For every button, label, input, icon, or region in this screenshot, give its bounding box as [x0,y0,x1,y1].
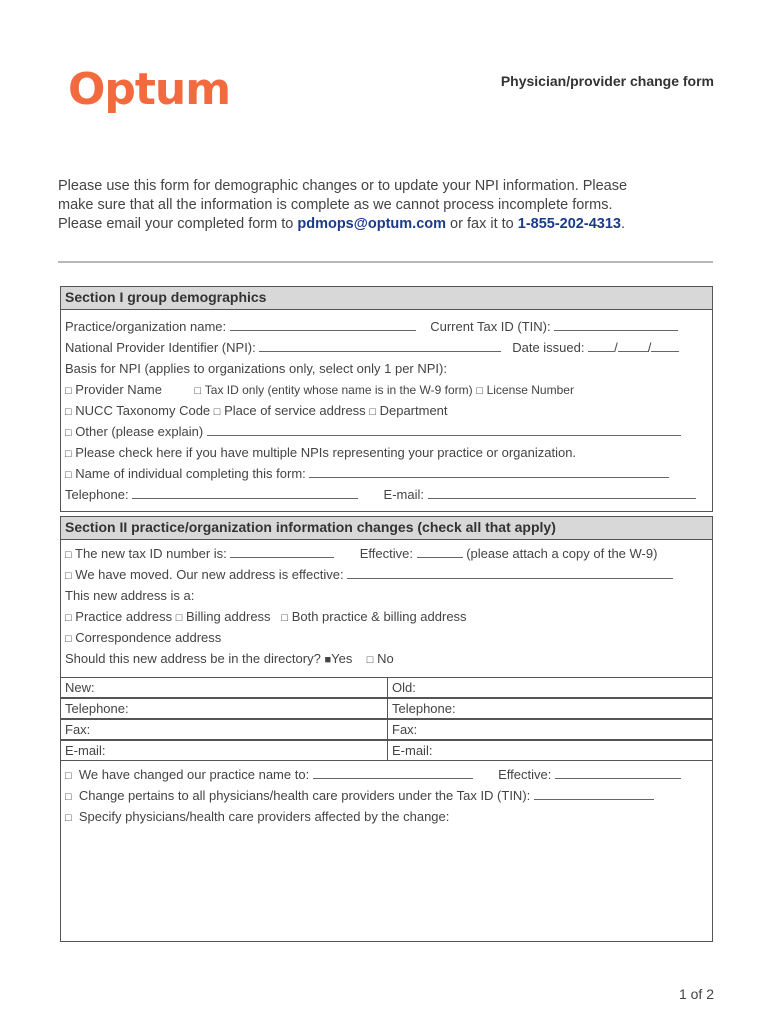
email-link[interactable]: pdmops@optum.com [297,216,447,232]
section-1-title: Section I group demographics [61,287,712,310]
section-2-title: Section II practice/organization information changes (check all that apply) [61,517,712,540]
effective-label: Effective: [359,546,413,561]
moved-effective-field[interactable] [347,567,673,579]
grid-old-label: Old: [392,680,416,695]
email-label: E-mail: [383,487,424,502]
intro-line-1: Please use this form for demographic changes or to update your NPI information. Please [58,178,628,194]
practice-name-field[interactable] [230,319,416,331]
new-address-is-label: This new address is a: [65,588,195,603]
checkbox-moved[interactable]: □ [65,570,72,582]
telephone-field[interactable] [132,487,358,499]
npi-row: National Provider Identifier (NPI): Date issued: / / [65,340,679,355]
billing-address-label: Billing address [186,609,271,624]
name-change-row [65,767,681,782]
grid-old-cell[interactable] [387,677,713,698]
correspondence-label: Correspondence address [75,630,222,645]
contact-row [65,487,696,502]
effective-field[interactable] [417,546,463,558]
individual-name-row [65,466,669,481]
name-change-effective-field[interactable] [555,767,681,779]
intro-line-3c: . [620,216,625,232]
specify-row [65,809,449,824]
directory-question: Should this new address be in the directory? [65,651,321,666]
checkbox-no[interactable]: □ [366,654,374,666]
place-of-service-label: Place of service address [224,403,366,418]
divider [58,261,713,263]
section-1-box [60,286,713,512]
specify-label: Specify physicians/health care providers affected by the change: [78,809,450,824]
license-number-label: License Number [486,383,574,397]
grid-old-email-cell[interactable] [387,740,713,761]
tax-id-only-label: Tax ID only (entity whose name is in the W-9 form) [204,383,473,397]
grid-new-fax-cell[interactable] [60,719,388,740]
pertains-tin-field[interactable] [534,788,654,800]
checkbox-individual-name[interactable]: □ [65,469,72,481]
date-issued-label: Date issued: [512,340,585,355]
yes-label: Yes [331,651,353,666]
grid-new-email-cell[interactable] [60,740,388,761]
checkbox-billing-address[interactable]: □ [175,612,183,624]
checkbox-tax-id-only[interactable]: □ [194,385,202,397]
new-tax-id-row [65,546,657,561]
grid-new-fax-label: Fax: [65,722,91,737]
intro-line-3 [58,215,718,234]
name-change-field[interactable] [313,767,473,779]
date-day-field[interactable] [618,340,648,352]
checkbox-nucc[interactable]: □ [65,406,72,418]
other-row [65,424,681,439]
grid-old-fax-cell[interactable] [387,719,713,740]
grid-old-email-label: E-mail: [392,743,433,758]
practice-address-label: Practice address [75,609,173,624]
checkbox-new-tax-id[interactable]: □ [65,549,72,561]
current-tin-field[interactable] [554,319,678,331]
grid-new-telephone-cell[interactable] [60,698,388,719]
new-tax-id-field[interactable] [230,546,334,558]
checkbox-license-number[interactable]: □ [476,385,483,397]
grid-new-cell[interactable] [60,677,388,698]
taxonomy-row [65,403,448,418]
both-addresses-label: Both practice & billing address [291,609,467,624]
checkbox-specify[interactable]: □ [65,812,72,824]
checkbox-provider-name[interactable]: □ [65,385,72,397]
multiple-npis-row [65,445,576,460]
individual-name-field[interactable] [309,466,669,478]
checkbox-other[interactable]: □ [65,427,72,439]
nucc-label: NUCC Taxonomy Code [75,403,211,418]
telephone-label: Telephone: [65,487,129,502]
npi-label: National Provider Identifier (NPI): [65,340,256,355]
address-type-row [65,609,467,624]
grid-new-telephone-label: Telephone: [65,701,129,716]
checkbox-name-change[interactable]: □ [65,770,72,782]
intro-line-2: make sure that all the information is complete as we cannot process incomplete forms. [58,197,613,213]
name-change-effective-label: Effective: [498,767,552,782]
npi-field[interactable] [259,340,501,352]
new-tax-id-label: The new tax ID number is: [75,546,227,561]
fax-number: 1-855-202-4313 [517,216,621,232]
pertains-label: Change pertains to all physicians/health care providers under the Tax ID (TIN): [78,788,531,803]
no-label: No [377,651,394,666]
intro-line-3b: or fax it to [446,216,518,232]
directory-row [65,651,394,666]
current-tin-label: Current Tax ID (TIN): [430,319,551,334]
checkbox-yes-checked[interactable]: ■ [324,654,332,666]
other-field[interactable] [207,424,681,436]
individual-name-label: Name of individual completing this form: [75,466,306,481]
basis-options-row [65,382,574,397]
date-month-field[interactable] [588,340,614,352]
grid-old-telephone-label: Telephone: [392,701,456,716]
other-label: Other (please explain) [75,424,204,439]
checkbox-department[interactable]: □ [369,406,376,418]
multiple-npis-label: Please check here if you have multiple NPIs representing your practice or organization. [75,445,577,460]
name-change-label: We have changed our practice name to: [78,767,310,782]
grid-new-label: New: [65,680,95,695]
moved-row [65,567,673,582]
grid-new-email-label: E-mail: [65,743,106,758]
attach-w9-note: (please attach a copy of the W-9) [466,546,658,561]
checkbox-place-of-service[interactable]: □ [213,406,221,418]
optum-logo: Optum [68,64,231,115]
department-label: Department [379,403,448,418]
form-title: Physician/provider change form [500,73,714,89]
checkbox-pertains[interactable]: □ [65,791,72,803]
basis-label: Basis for NPI (applies to organizations only, select only 1 per NPI): [65,361,447,376]
checkbox-practice-address[interactable]: □ [65,612,72,624]
moved-label: We have moved. Our new address is effective: [75,567,344,582]
checkbox-multiple-npis[interactable]: □ [65,448,72,460]
intro-text [58,177,718,234]
practice-name-label: Practice/organization name: [65,319,227,334]
date-year-field[interactable] [651,340,679,352]
practice-name-row [65,319,678,334]
checkbox-correspondence[interactable]: □ [65,633,72,645]
intro-line-3a: Please email your completed form to [58,216,298,232]
grid-old-telephone-cell[interactable] [387,698,713,719]
pertains-row [65,788,654,803]
page-number: 1 of 2 [678,986,714,1002]
grid-old-fax-label: Fax: [392,722,418,737]
correspondence-row [65,630,221,645]
checkbox-both-addresses[interactable]: □ [281,612,289,624]
email-field[interactable] [428,487,696,499]
provider-name-label: Provider Name [75,382,162,397]
